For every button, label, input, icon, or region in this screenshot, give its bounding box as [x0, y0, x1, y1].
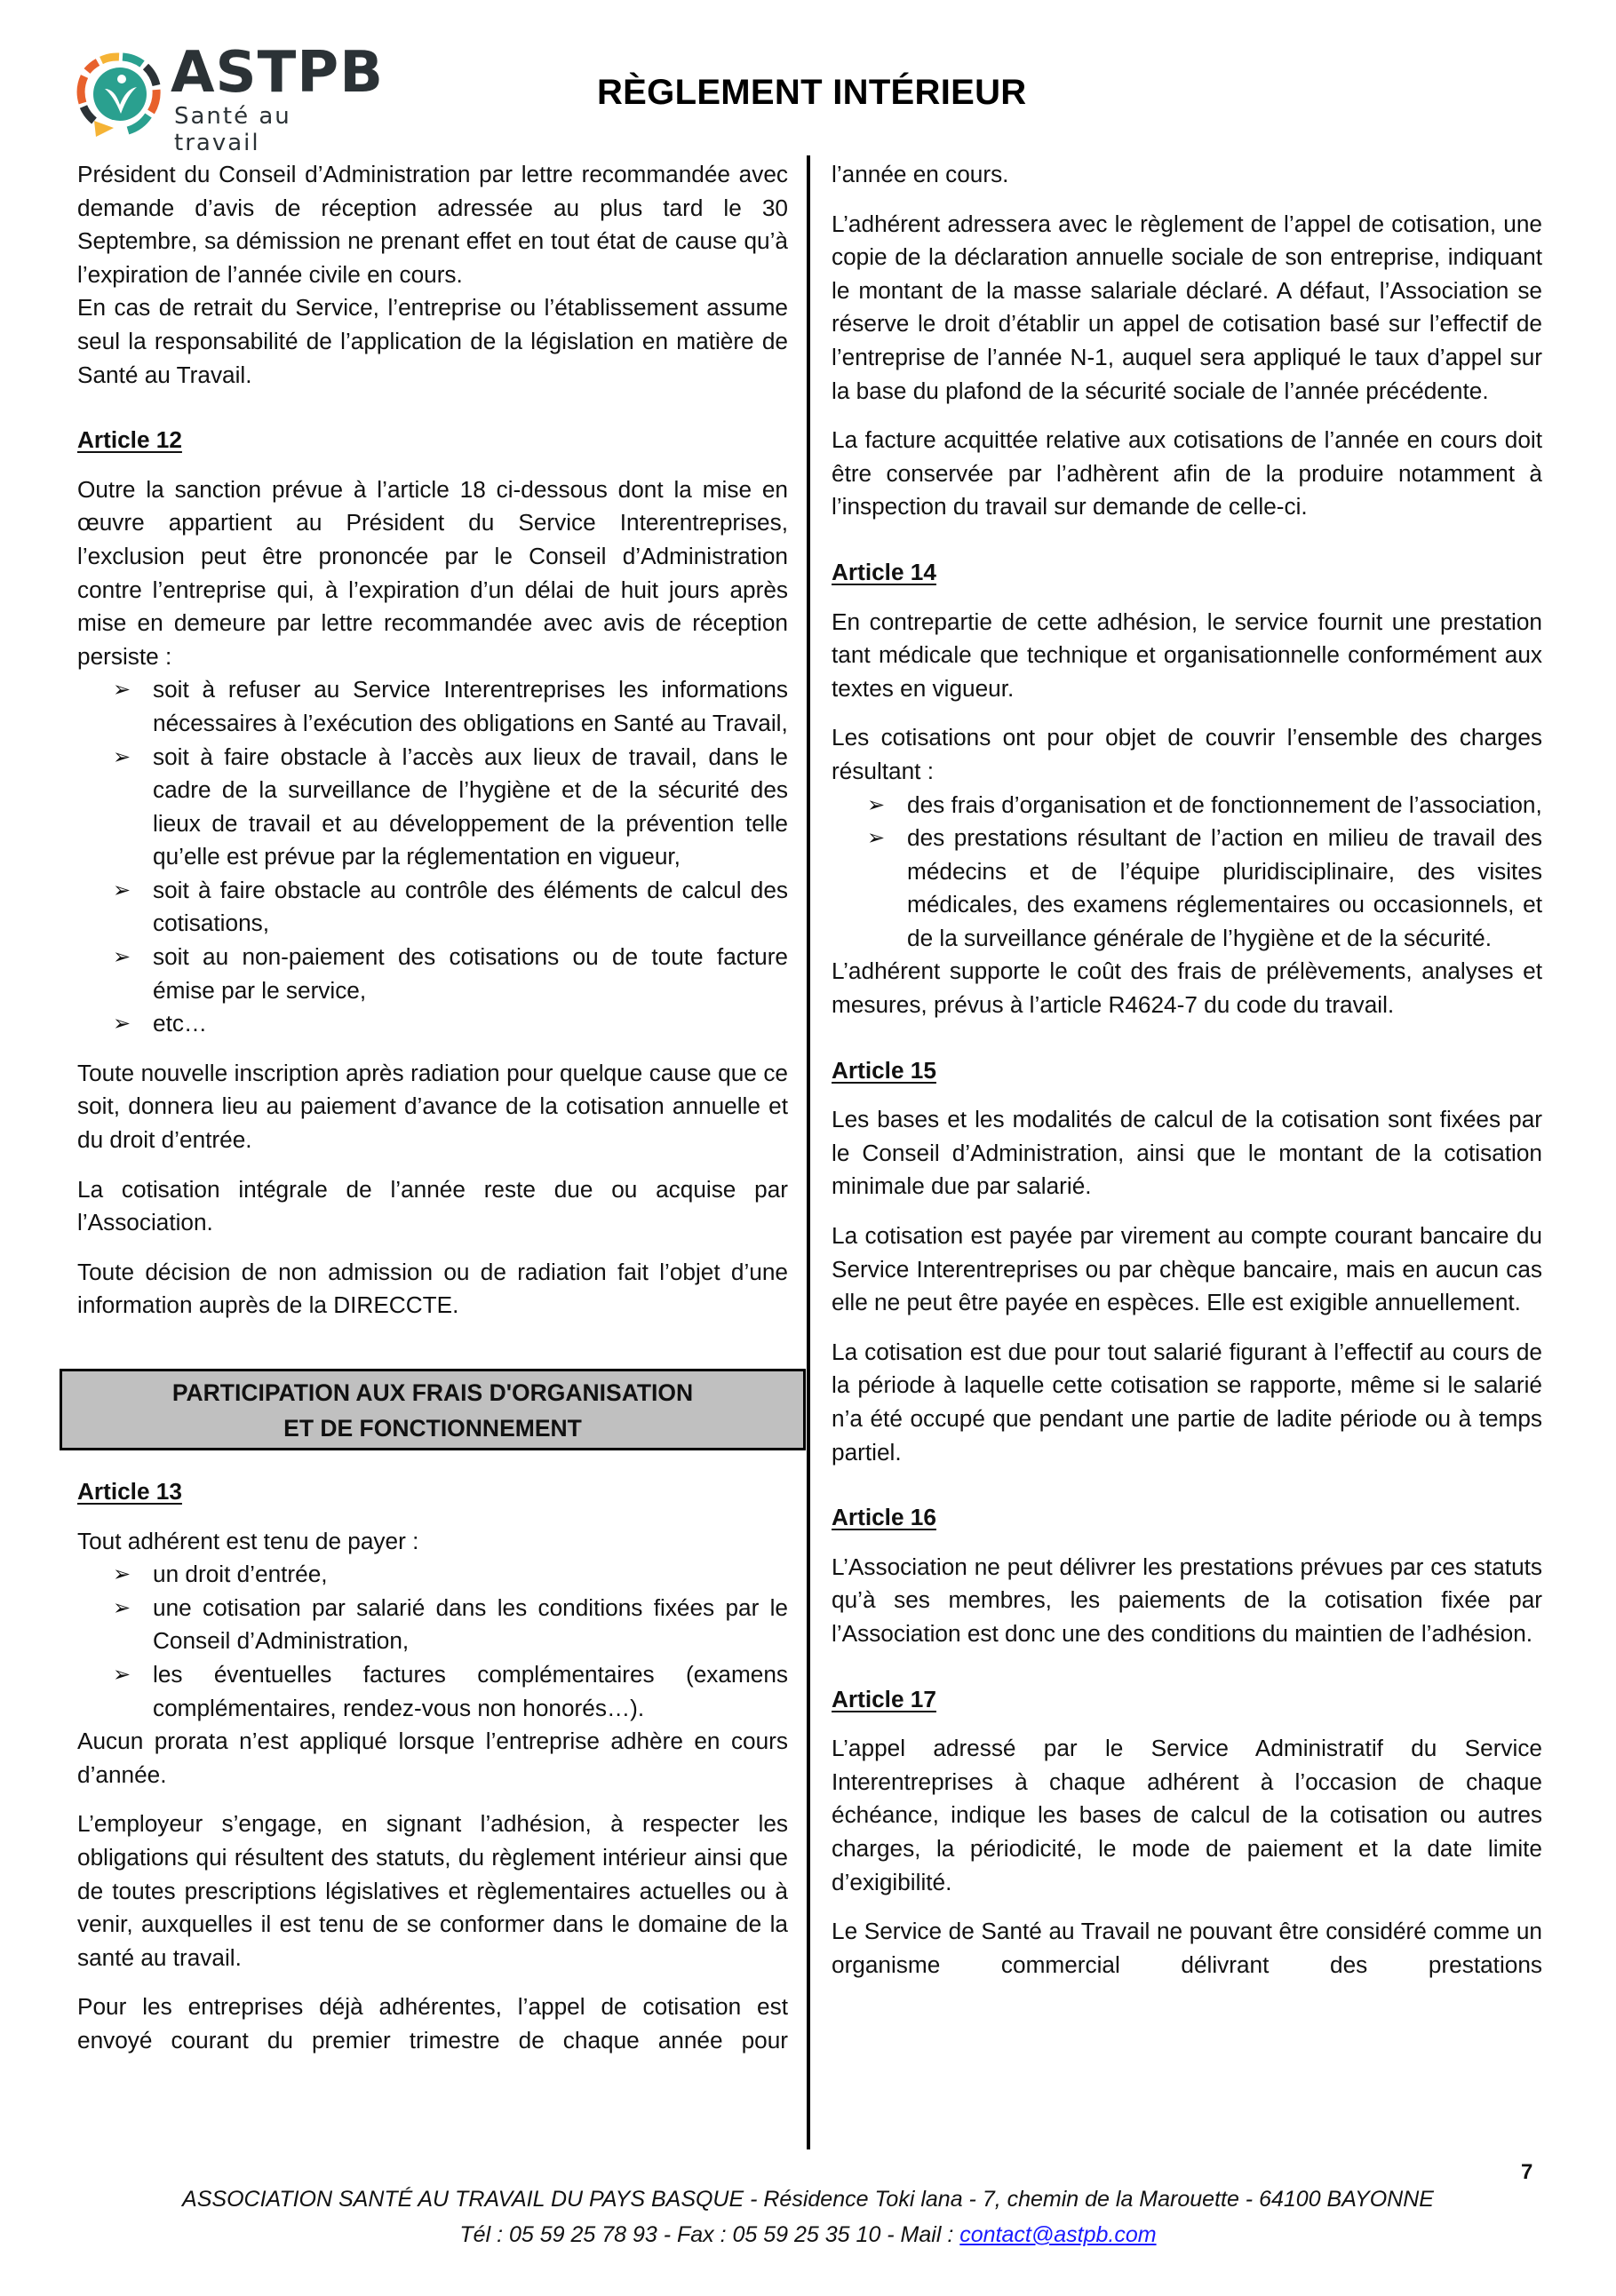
list-item: ➢ des frais d’organisation et de fonctionnement de l’association,	[907, 789, 1542, 822]
left-column	[77, 158, 788, 2058]
article-14-heading: Article 14	[832, 558, 936, 585]
article-13-list	[77, 1558, 788, 1725]
list-item: ➢ soit à faire obstacle au contrôle des éléments de calcul des cotisations,	[153, 874, 788, 941]
paragraph: La cotisation est payée par virement au compte courant bancaire du Service Interentreprises ou par chèque bancaire, mais en aucun cas elle ne peut être payée en espèces. Elle est exigible annuellement.	[832, 1222, 1542, 1316]
list-item: ➢ un droit d’entrée,	[153, 1558, 788, 1592]
article-17-heading: Article 17	[832, 1685, 936, 1712]
list-item: ➢ soit à refuser au Service Interentreprises les informations nécessaires à l’exécution des obligations en Santé au Travail,	[153, 673, 788, 740]
article-15-heading: Article 15	[832, 1056, 936, 1084]
paragraph: La facture acquittée relative aux cotisations de l’année en cours doit être conservée par l’adhèrent afin de la produire notamment à l’inspection du travail sur demande de celle-ci.	[832, 426, 1542, 520]
footer-contact	[0, 2222, 1616, 2248]
article-12-heading: Article 12	[77, 426, 182, 454]
paragraph: L’adhérent supporte le coût des frais de prélèvements, analyses et mesures, prévus à l’article R4624-7 du code du travail.	[832, 957, 1542, 1019]
paragraph: L’appel adressé par le Service Administratif du Service Interentreprises à chaque adhérent à l’occasion de chaque échéance, indique les bases de calcul de la cotisation ou autres charges, la périodicité, le mode de paiement et la date limite d’exigibilité.	[832, 1735, 1542, 1895]
paragraph: La cotisation intégrale de l’année reste due ou acquise par l’Association.	[77, 1175, 788, 1236]
list-item: ➢ des prestations résultant de l’action en milieu de travail des médecins et de l’équipe pluridisciplinaire, des visites médicales, des examens réglementaires ou occasionnels, et de la surveillance générale de l’hygiène et de la sécurité.	[907, 822, 1542, 955]
paragraph: Tout adhérent est tenu de payer :	[77, 1527, 419, 1554]
paragraph: Les cotisations ont pour objet de couvrir l’ensemble des charges résultant :	[832, 724, 1542, 784]
article-16-heading: Article 16	[832, 1504, 936, 1531]
footer-address: ASSOCIATION SANTÉ AU TRAVAIL DU PAYS BASQUE - Résidence Toki lana - 7, chemin de la Marouette - 64100 BAYONNE	[182, 2187, 1434, 2212]
list-item: ➢ soit au non-paiement des cotisations ou de toute facture émise par le service,	[153, 941, 788, 1007]
paragraph: L’adhérent adressera avec le règlement de l’appel de cotisation, une copie de la déclaration annuelle sociale de son entreprise, indiquant le montant de la masse salariale déclaré. A défaut, l’Association se réserve le droit d’établir un appel de cotisation basé sur l’effectif de l’entreprise de l’année N-1, auquel sera appliqué le taux d’appel sur la base du plafond de la sécurité sociale de l’année précédente.	[832, 210, 1542, 404]
paragraph: La cotisation est due pour tout salarié figurant à l’effectif au cours de la période à laquelle cette cotisation se rapporte, même si le salarié n’a été occupé que pendant une partie de ladite période ou à temps partiel.	[832, 1338, 1542, 1466]
article-13-heading: Article 13	[77, 1478, 182, 1505]
paragraph: Les bases et les modalités de calcul de la cotisation sont fixées par le Conseil d’Administration, ainsi que le montant de la cotisation minimale due par salarié.	[832, 1106, 1542, 1200]
paragraph: Toute décision de non admission ou de radiation fait l’objet d’une information auprès de la DIRECCTE.	[77, 1258, 788, 1319]
list-item: ➢ les éventuelles factures complémentaires (examens complémentaires, rendez-vous non honorés…).	[153, 1658, 788, 1725]
paragraph: En contrepartie de cette adhésion, le service fournit une prestation tant médicale que technique et organisationnelle conformément aux textes en vigueur.	[832, 608, 1542, 702]
right-column	[832, 158, 1542, 1982]
footer-phone-fax: Tél : 05 59 25 78 93 - Fax : 05 59 25 35 10 - Mail :	[459, 2222, 960, 2247]
list-item: ➢ soit à faire obstacle à l’accès aux lieux de travail, dans le cadre de la surveillance de l’hygiène et de la sécurité des lieux de travail et au développement de la prévention telle qu’elle est prévue par la réglementation en vigueur,	[153, 741, 788, 874]
paragraph: Toute nouvelle inscription après radiation pour quelque cause que ce soit, donnera lieu au paiement d’avance de la cotisation annuelle et du droit d’entrée.	[77, 1059, 788, 1154]
paragraph: En cas de retrait du Service, l’entreprise ou l’établissement assume seul la responsabilité de l’application de la législation en matière de Santé au Travail.	[77, 294, 788, 388]
paragraph: Président du Conseil d’Administration par lettre recommandée avec demande d’avis de réception adressée au plus tard le 30 Septembre, sa démission ne prenant effet en tout état de cause qu’à l’expiration de l’année civile en cours.	[77, 161, 788, 288]
paragraph: Le Service de Santé au Travail ne pouvant être considéré comme un organisme commercial délivrant des prestations	[832, 1918, 1542, 1978]
article-12-list	[77, 673, 788, 1041]
email-link[interactable]: contact@astpb.com	[959, 2222, 1157, 2247]
section-heading-box	[60, 1369, 806, 1450]
paragraph: Outre la sanction prévue à l’article 18 ci-dessous dont la mise en œuvre appartient au Président du Service Interentreprises, l’exclusion peut être prononcée par le Conseil d’Administration contre l’entreprise qui, à l’expiration d’un délai de huit jours après mise en demeure par lettre recommandée avec avis de réception persiste :	[77, 475, 788, 670]
section-title-line-1: PARTICIPATION AUX FRAIS D'ORGANISATION	[171, 1379, 694, 1406]
list-item: ➢ une cotisation par salarié dans les conditions fixées par le Conseil d’Administration,	[153, 1592, 788, 1658]
logo-name: ASTPB	[171, 40, 384, 106]
paragraph: Pour les entreprises déjà adhérentes, l’appel de cotisation est envoyé courant du premier trimestre de chaque année pour	[77, 1993, 788, 2054]
column-divider	[807, 155, 810, 2149]
paragraph: l’année en cours.	[832, 161, 1009, 187]
list-item: ➢ etc…	[153, 1007, 788, 1041]
page-number: 7	[1521, 2160, 1533, 2184]
document-title: RÈGLEMENT INTÉRIEUR	[597, 73, 1027, 112]
article-14-list	[832, 789, 1542, 956]
paragraph: Aucun prorata n’est appliqué lorsque l’entreprise adhère en cours d’année.	[77, 1728, 788, 1788]
logo-tagline: Santé au travail	[174, 103, 291, 156]
section-title-line-2: ET DE FONCTIONNEMENT	[283, 1415, 582, 1442]
paragraph: L’employeur s’engage, en signant l’adhésion, à respecter les obligations qui résultent des statuts, du règlement intérieur ainsi que de toutes prescriptions législatives et règlementaires actuelles ou à venir, auxquelles il est tenu de se conformer dans le domaine de la santé au travail.	[77, 1810, 788, 1971]
paragraph: L’Association ne peut délivrer les prestations prévues par ces statuts qu’à ses membres, les paiements de la cotisation fixée par l’Association est donc une des conditions du maintien de l’adhésion.	[832, 1553, 1542, 1647]
logo-speech-bubble-icon	[75, 50, 163, 139]
astpb-logo	[75, 40, 386, 156]
